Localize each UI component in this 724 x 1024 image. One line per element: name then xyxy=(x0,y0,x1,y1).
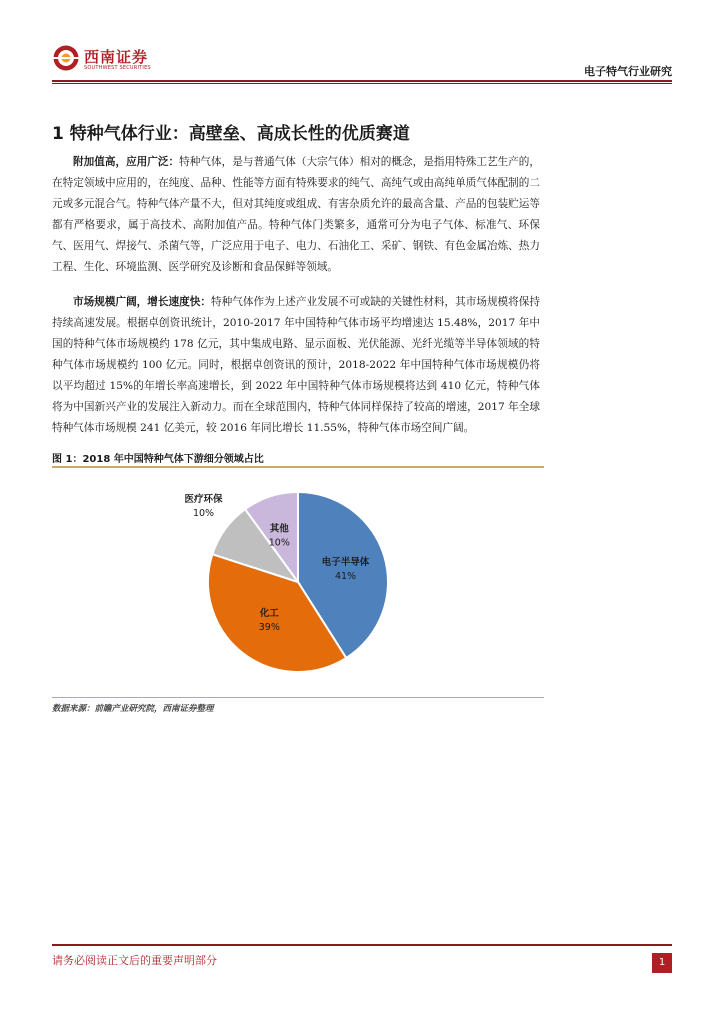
figure-source: 数据来源：前瞻产业研究院，西南证券整理 xyxy=(52,704,214,714)
disclaimer-note: 请务必阅读正文后的重要声明部分 xyxy=(52,954,217,967)
pie-value-chemical: 39% xyxy=(258,621,280,633)
paragraph-body: 特种气体作为上述产业发展不可或缺的关键性材料，其市场规模将保持持续高速发展。根据卓创资讯统计，2010-2017 年中国特种气体市场平均增速达 15.48%，2017 年中国的特种气体市场规模约 178 亿元，其中集成电路、显示面板、光伏能源、光纤光缆等半导体领域的特种气体市场规模约 100 亿元。同时，根据卓创资讯的预计，2018-2022 年中国特种气体市场规模仍将以平均超过 15%的年增长率高速增长，到 2022 年中国特种气体市场规模将达到 410 亿元，特种气体将为中国新兴产业的发展注入新动力。而在全球范围内，特种气体同样保持了较高的增速，2017 年全球特种气体市场规模 241 亿美元，较 2016 年同比增长 11.55%，特种气体市场空间广阔。 xyxy=(52,296,540,434)
pie-value-medical-env: 10% xyxy=(192,507,215,519)
figure-top-rule xyxy=(52,466,544,468)
page-number: 1 xyxy=(652,953,672,973)
footer-divider xyxy=(52,944,672,946)
figure-caption: 图 1：2018 年中国特种气体下游细分领域占比 xyxy=(52,454,264,465)
pie-slices xyxy=(208,492,388,672)
paragraph-lead: 市场规模广阔，增长速度快： xyxy=(73,296,211,308)
paragraph-market-size xyxy=(52,292,540,439)
pie-label-other: 其他 xyxy=(269,523,289,535)
section-heading: 1 特种气体行业：高壁垒、高成长性的优质赛道 xyxy=(52,124,410,144)
pie-label-chemical: 化工 xyxy=(259,607,279,619)
report-title: 电子特气行业研究 xyxy=(584,65,672,78)
figure-bottom-rule xyxy=(52,697,544,698)
paragraph-lead: 附加值高，应用广泛： xyxy=(73,156,180,168)
paragraph-applications xyxy=(52,152,540,278)
pie-label-medical-env: 医疗环保 xyxy=(184,493,223,505)
company-logo xyxy=(52,44,152,74)
header-divider xyxy=(52,80,672,82)
logo-chinese-name: 西南证券 xyxy=(84,48,149,66)
logo-english-name: SOUTHWEST SECURITIES xyxy=(84,65,151,71)
pie-value-other: 10% xyxy=(268,537,290,549)
header-divider-thin xyxy=(52,83,672,84)
paragraph-body: 特种气体，是与普通气体（大宗气体）相对的概念，是指用特殊工艺生产的，在特定领域中应用的，在纯度、品种、性能等方面有特殊要求的纯气、高纯气或由高纯单质气体配制的二元或多元混合气。特种气体产量不大，但对其纯度或组成、有害杂质允许的最高含量、产品的包装贮运等都有严格要求，属于高技术、高附加值产品。特种气体门类繁多，通常可分为电子气体、标准气、环保气、医用气、焊接气、杀菌气等，广泛应用于电子、电力、石油化工、采矿、钢铁、有色金属冶炼、热力工程、生化、环境监测、医学研究及诊断和食品保鲜等领域。 xyxy=(52,156,540,273)
pie-chart xyxy=(52,470,544,695)
pie-label-electronics: 电子半导体 xyxy=(321,557,370,569)
pie-value-electronics: 41% xyxy=(334,571,357,583)
company-logo-icon xyxy=(52,44,80,72)
